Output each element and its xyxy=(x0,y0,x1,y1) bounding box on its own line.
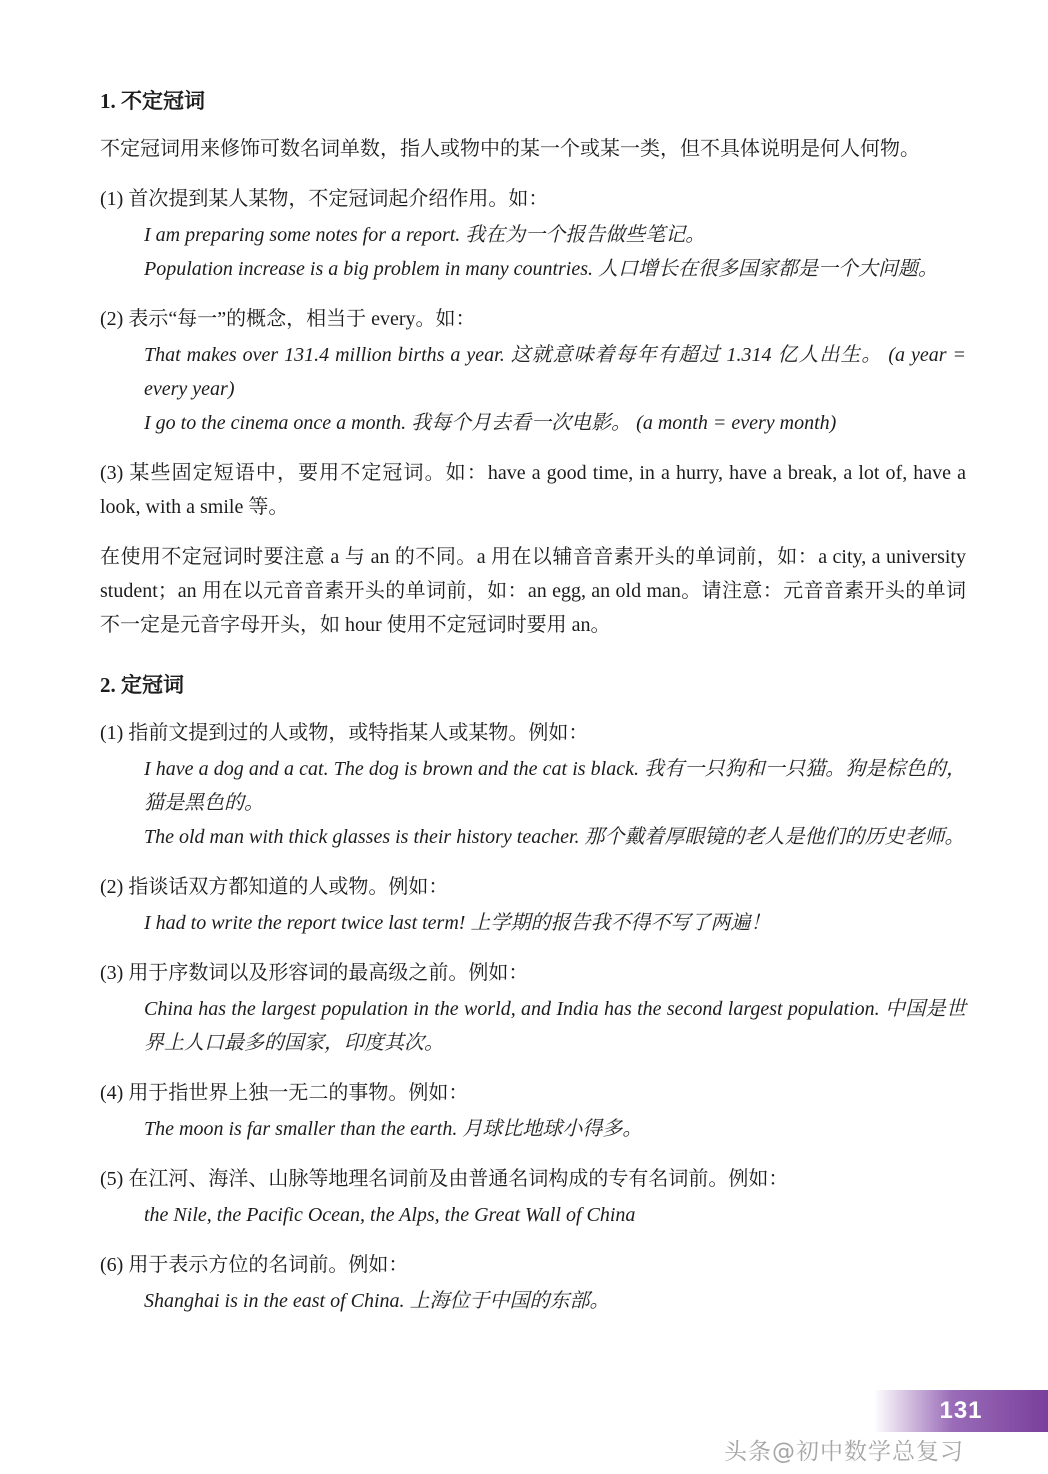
list-item-text: (2) 表示“每一”的概念，相当于 every。如： xyxy=(100,308,476,330)
list-item xyxy=(100,1248,966,1318)
example-sentence xyxy=(144,1198,966,1232)
example-group xyxy=(100,906,966,940)
example-english: I had to write the report twice last term! xyxy=(144,912,466,934)
example-sentence xyxy=(144,338,966,406)
list-item-text: (2) 指谈话双方都知道的人或物。例如： xyxy=(100,876,449,898)
example-sentence xyxy=(144,252,966,286)
list-item xyxy=(100,1076,966,1146)
section-divider xyxy=(100,658,966,668)
example-sentence xyxy=(144,820,966,854)
example-sentence xyxy=(144,992,966,1060)
example-english: That makes over 131.4 million births a year. xyxy=(144,344,505,366)
list-item xyxy=(100,456,966,524)
list-item xyxy=(100,182,966,286)
example-group xyxy=(100,218,966,286)
list-item xyxy=(100,302,966,440)
list-item xyxy=(100,716,966,854)
example-group xyxy=(100,338,966,440)
example-sentence xyxy=(144,1112,966,1146)
example-english: the Nile, the Pacific Ocean, the Alps, the Great Wall of China xyxy=(144,1204,636,1226)
example-group xyxy=(100,1284,966,1318)
example-english: The old man with thick glasses is their history teacher. xyxy=(144,826,580,848)
example-sentence xyxy=(144,218,966,252)
list-item-text: (6) 用于表示方位的名词前。例如： xyxy=(100,1254,409,1276)
list-item-text: (4) 用于指世界上独一无二的事物。例如： xyxy=(100,1082,469,1104)
watermark: 头条@初中数学总复习 xyxy=(724,1439,964,1465)
example-chinese: 中国是世界上人口最多的国家，印度其次。 xyxy=(144,998,967,1054)
list-item-text: (1) 首次提到某人某物，不定冠词起介绍作用。如： xyxy=(100,188,549,210)
example-chinese: 我每个月去看一次电影。 xyxy=(411,412,632,434)
example-sentence xyxy=(144,752,966,820)
example-chinese: 人口增长在很多国家都是一个大问题。 xyxy=(598,258,939,280)
example-chinese: 我有一只狗和一只猫。狗是棕色的，猫是黑色的。 xyxy=(144,758,967,814)
example-english: Population increase is a big problem in many countries. xyxy=(144,258,594,280)
example-chinese: 上海位于中国的东部。 xyxy=(409,1290,610,1312)
example-chinese: 月球比地球小得多。 xyxy=(462,1118,643,1140)
example-note: (a year = every year) xyxy=(144,344,967,400)
paragraph: 在使用不定冠词时要注意 a 与 an 的不同。a 用在以辅音音素开头的单词前，如：a city, a university student；an 用在以元音音素开头的单词前，如：an egg, an old man。请注意：元音音素开头的单词不一定是元音字母开头，如 hour 使用不定冠词时要用 an。 xyxy=(100,546,966,636)
list-item xyxy=(100,1162,966,1232)
page-number-badge xyxy=(874,1390,1048,1432)
example-chinese: 我在为一个报告做些笔记。 xyxy=(465,224,706,246)
list-item-text: (3) 某些固定短语中，要用不定冠词。如：have a good time, in a hurry, have a break, a lot of, have a look, with a smile 等。 xyxy=(100,462,966,518)
example-group xyxy=(100,752,966,854)
list-item-text: (1) 指前文提到过的人或物，或特指某人或某物。例如： xyxy=(100,722,589,744)
example-english: I have a dog and a cat. The dog is brown and the cat is black. xyxy=(144,758,639,780)
example-english: I am preparing some notes for a report. xyxy=(144,224,461,246)
example-chinese: 这就意味着每年有超过 1.314 亿人出生。 xyxy=(510,344,883,366)
example-english: Shanghai is in the east of China. xyxy=(144,1290,405,1312)
example-group xyxy=(100,1112,966,1146)
section-heading: 1. 不定冠词 xyxy=(100,89,205,113)
example-group xyxy=(100,1198,966,1232)
example-note: (a month = every month) xyxy=(636,412,837,434)
example-chinese: 上学期的报告我不得不写了两遍！ xyxy=(470,912,771,934)
example-english: The moon is far smaller than the earth. xyxy=(144,1118,458,1140)
list-item-text: (5) 在江河、海洋、山脉等地理名词前及由普通名词构成的专有名词前。例如： xyxy=(100,1168,789,1190)
example-english: I go to the cinema once a month. xyxy=(144,412,407,434)
list-item xyxy=(100,870,966,940)
list-item xyxy=(100,956,966,1060)
example-chinese: 那个戴着厚眼镜的老人是他们的历史老师。 xyxy=(584,826,965,848)
paragraph: 不定冠词用来修饰可数名词单数，指人或物中的某一个或某一类，但不具体说明是何人何物。 xyxy=(100,138,920,160)
example-sentence xyxy=(144,406,966,440)
section-heading: 2. 定冠词 xyxy=(100,673,184,697)
example-sentence xyxy=(144,1284,966,1318)
page-content xyxy=(100,84,966,1334)
list-item-text: (3) 用于序数词以及形容词的最高级之前。例如： xyxy=(100,962,529,984)
example-sentence xyxy=(144,906,966,940)
example-english: China has the largest population in the world, and India has the second largest population. xyxy=(144,998,880,1020)
example-group xyxy=(100,992,966,1060)
page-number: 131 xyxy=(939,1397,983,1424)
